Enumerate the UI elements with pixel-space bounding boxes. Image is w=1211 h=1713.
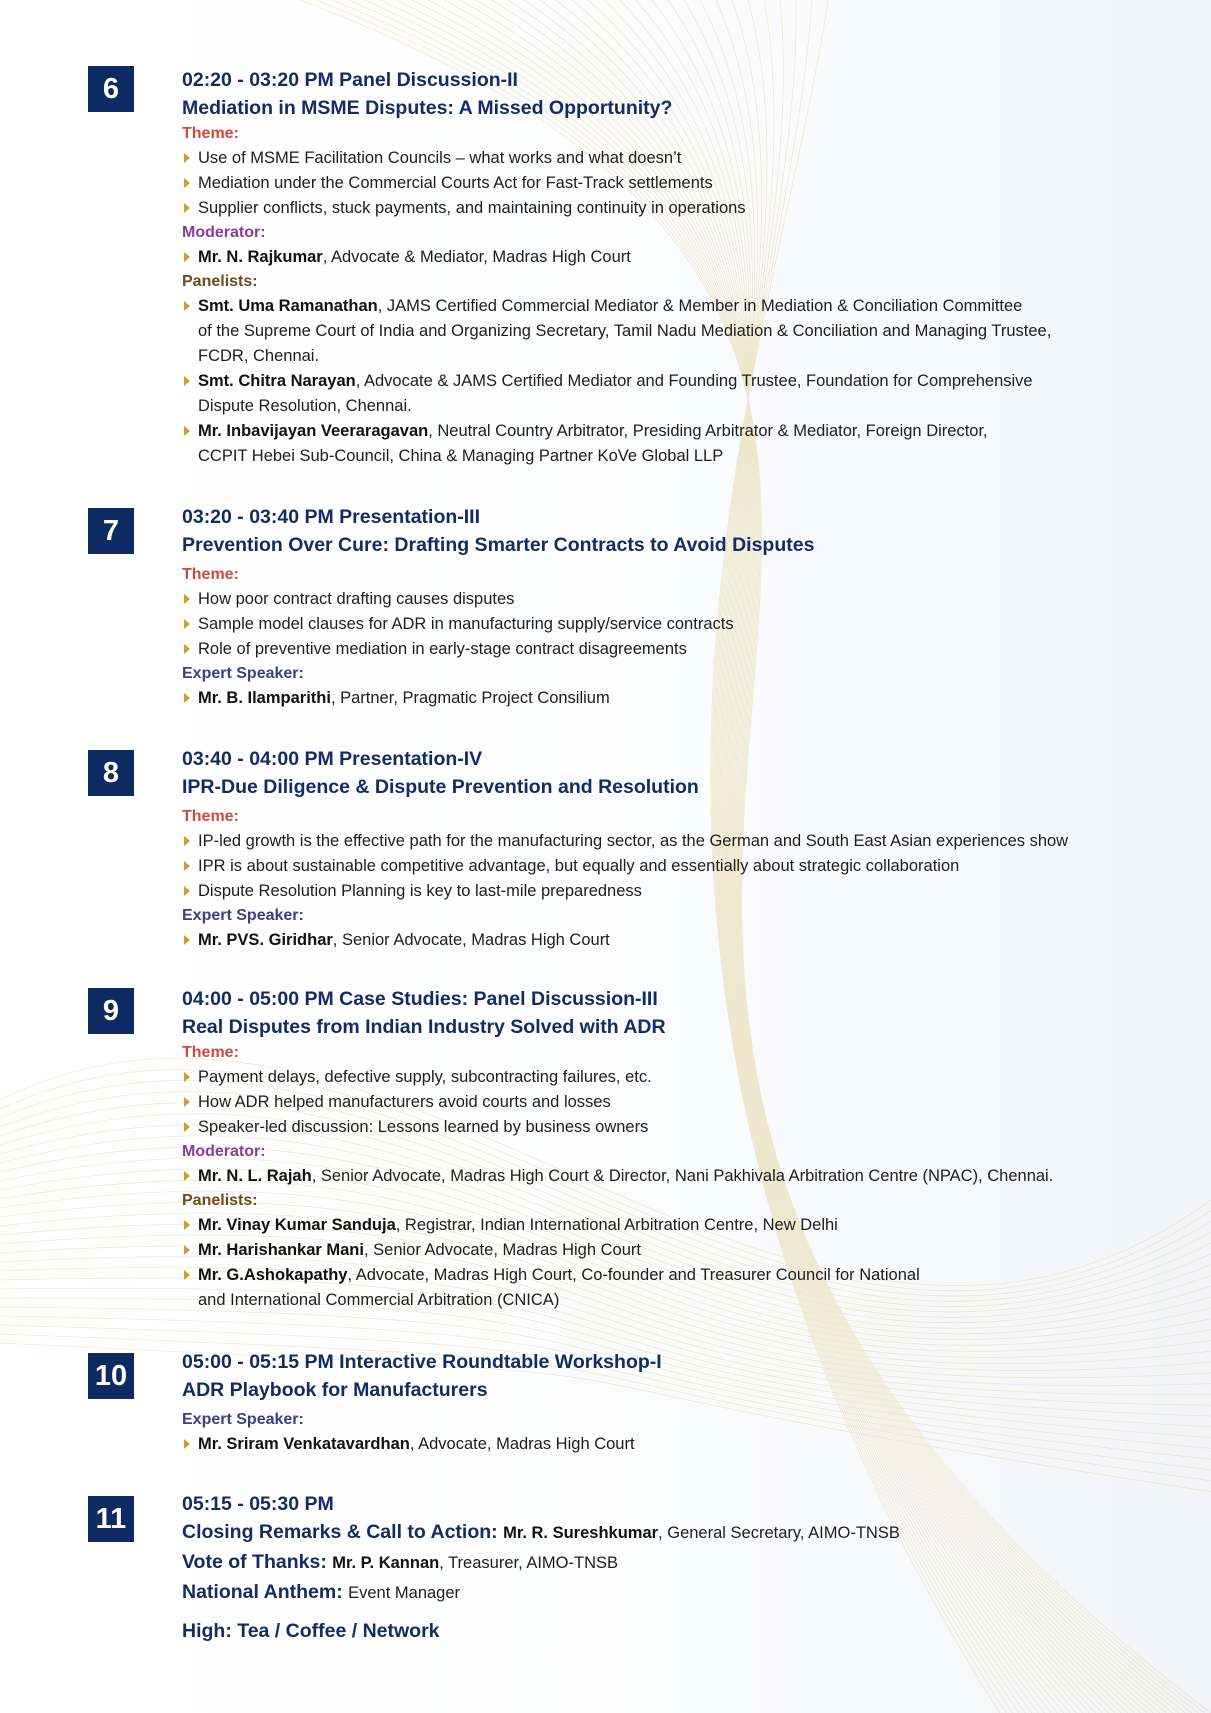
person-name: Mr. B. Ilamparithi xyxy=(198,689,331,707)
person-role: Event Manager xyxy=(348,1584,461,1602)
session-time-title: 04:00 - 05:00 PM Case Studies: Panel Discussion-III xyxy=(182,988,658,1010)
panelists-label: Panelists: xyxy=(182,1192,258,1209)
panelist-item xyxy=(182,369,1192,419)
expert-speaker-label: Expert Speaker: xyxy=(182,665,304,682)
panelist-item xyxy=(182,1238,1192,1263)
session-number: 11 xyxy=(88,1496,134,1542)
person-name: Mr. N. Rajkumar xyxy=(198,248,323,266)
session-subtitle: Real Disputes from Indian Industry Solved with ADR xyxy=(182,1016,666,1038)
closing-label: Closing Remarks & Call to Action: xyxy=(182,1521,498,1543)
theme-item: How poor contract drafting causes disputes xyxy=(182,587,1192,612)
speaker-item xyxy=(182,1432,1192,1457)
session-time-title: 03:20 - 03:40 PM Presentation-III xyxy=(182,506,481,528)
person-name: Mr. Harishankar Mani xyxy=(198,1241,364,1259)
person-role: , Senior Advocate, Madras High Court xyxy=(332,931,610,949)
person-name: Mr. N. L. Rajah xyxy=(198,1167,312,1185)
person-role-cont: and International Commercial Arbitration (CNICA) xyxy=(198,1291,560,1309)
national-anthem xyxy=(182,1578,1192,1608)
person-role: , Treasurer, AIMO-TNSB xyxy=(439,1554,619,1572)
person-name: Smt. Chitra Narayan xyxy=(198,372,356,390)
person-role: , General Secretary, AIMO-TNSB xyxy=(658,1524,900,1542)
person-role: , Senior Advocate, Madras High Court & Director, Nani Pakhivala Arbitration Centre (NPAC), Chennai. xyxy=(311,1167,1054,1185)
person-role: , Senior Advocate, Madras High Court xyxy=(363,1241,641,1259)
session-number: 9 xyxy=(88,988,134,1034)
moderator-label: Moderator: xyxy=(182,1143,266,1160)
theme-item: Sample model clauses for ADR in manufacturing supply/service contracts xyxy=(182,612,1192,637)
session-number: 7 xyxy=(88,508,134,554)
theme-item: Payment delays, defective supply, subcontracting failures, etc. xyxy=(182,1065,1192,1090)
closing-label: Vote of Thanks: xyxy=(182,1551,327,1573)
person-name: Mr. Sriram Venkatavardhan xyxy=(198,1435,410,1453)
session-number: 10 xyxy=(88,1353,134,1399)
session-time-title: 05:15 - 05:30 PM xyxy=(182,1493,334,1515)
person-role-cont: Dispute Resolution, Chennai. xyxy=(198,397,412,415)
panelists-label: Panelists: xyxy=(182,273,258,290)
speaker-item xyxy=(182,928,1192,953)
person-name: Mr. Vinay Kumar Sanduja xyxy=(198,1216,396,1234)
panelist-item xyxy=(182,419,1192,469)
person-name: Smt. Uma Ramanathan xyxy=(198,297,378,315)
person-role: , Neutral Country Arbitrator, Presiding Arbitrator & Mediator, Foreign Director, xyxy=(428,422,988,440)
person-role: , JAMS Certified Commercial Mediator & Member in Mediation & Conciliation Committee xyxy=(377,297,1023,315)
high-tea-footer: High: Tea / Coffee / Network xyxy=(182,1620,440,1642)
session-number: 8 xyxy=(88,750,134,796)
person-name: Mr. R. Sureshkumar xyxy=(503,1524,659,1542)
theme-item: IP-led growth is the effective path for the manufacturing sector, as the German and South East Asian experiences show xyxy=(182,829,1192,854)
expert-speaker-label: Expert Speaker: xyxy=(182,907,304,924)
person-name: Mr. PVS. Giridhar xyxy=(198,931,333,949)
session-number: 6 xyxy=(88,66,134,112)
session-time-title: 02:20 - 03:20 PM Panel Discussion-II xyxy=(182,69,518,91)
theme-item: How ADR helped manufacturers avoid courts and losses xyxy=(182,1090,1192,1115)
theme-label: Theme: xyxy=(182,808,239,825)
person-role-cont: CCPIT Hebei Sub-Council, China & Managing Partner KoVe Global LLP xyxy=(198,447,724,465)
person-role: , Advocate, Madras High Court, Co-founder and Treasurer Council for National xyxy=(347,1266,920,1284)
panelist-item xyxy=(182,1213,1192,1238)
moderator-label: Moderator: xyxy=(182,224,266,241)
person-name: Mr. P. Kannan xyxy=(332,1554,440,1572)
person-role-cont: of the Supreme Court of India and Organizing Secretary, Tamil Nadu Mediation & Conciliation and Managing Trustee, xyxy=(198,322,1052,340)
moderator-item xyxy=(182,245,1192,270)
person-role: , Advocate & JAMS Certified Mediator and Founding Trustee, Foundation for Comprehensive xyxy=(355,372,1033,390)
speaker-item xyxy=(182,686,1192,711)
theme-label: Theme: xyxy=(182,125,239,142)
expert-speaker-label: Expert Speaker: xyxy=(182,1411,304,1428)
person-name: Mr. Inbavijayan Veeraragavan xyxy=(198,422,429,440)
theme-label: Theme: xyxy=(182,566,239,583)
moderator-item xyxy=(182,1164,1192,1189)
session-subtitle: Prevention Over Cure: Drafting Smarter Contracts to Avoid Disputes xyxy=(182,534,815,556)
person-role: , Advocate & Mediator, Madras High Court xyxy=(322,248,631,266)
person-role: , Advocate, Madras High Court xyxy=(409,1435,635,1453)
person-role-cont: FCDR, Chennai. xyxy=(198,347,320,365)
session-time-title: 03:40 - 04:00 PM Presentation-IV xyxy=(182,748,483,770)
panelist-item xyxy=(182,294,1192,369)
person-role: , Partner, Pragmatic Project Consilium xyxy=(330,689,610,707)
person-role: , Registrar, Indian International Arbitration Centre, New Delhi xyxy=(395,1216,838,1234)
session-subtitle: ADR Playbook for Manufacturers xyxy=(182,1379,488,1401)
vote-of-thanks xyxy=(182,1548,1192,1578)
panelist-item xyxy=(182,1263,1192,1313)
closing-remarks xyxy=(182,1518,1192,1548)
theme-item: Supplier conflicts, stuck payments, and maintaining continuity in operations xyxy=(182,196,1192,221)
theme-label: Theme: xyxy=(182,1044,239,1061)
closing-label: National Anthem: xyxy=(182,1581,343,1603)
theme-item: Use of MSME Facilitation Councils – what works and what doesn’t xyxy=(182,146,1192,171)
session-subtitle: Mediation in MSME Disputes: A Missed Opportunity? xyxy=(182,97,673,119)
session-time-title: 05:00 - 05:15 PM Interactive Roundtable Workshop-I xyxy=(182,1351,662,1373)
theme-item: IPR is about sustainable competitive advantage, but equally and essentially about strategic collaboration xyxy=(182,854,1192,879)
session-subtitle: IPR-Due Diligence & Dispute Prevention and Resolution xyxy=(182,776,699,798)
person-name: Mr. G.Ashokapathy xyxy=(198,1266,348,1284)
theme-item: Role of preventive mediation in early-stage contract disagreements xyxy=(182,637,1192,662)
theme-item: Dispute Resolution Planning is key to last-mile preparedness xyxy=(182,879,1192,904)
theme-item: Speaker-led discussion: Lessons learned by business owners xyxy=(182,1115,1192,1140)
theme-item: Mediation under the Commercial Courts Act for Fast-Track settlements xyxy=(182,171,1192,196)
